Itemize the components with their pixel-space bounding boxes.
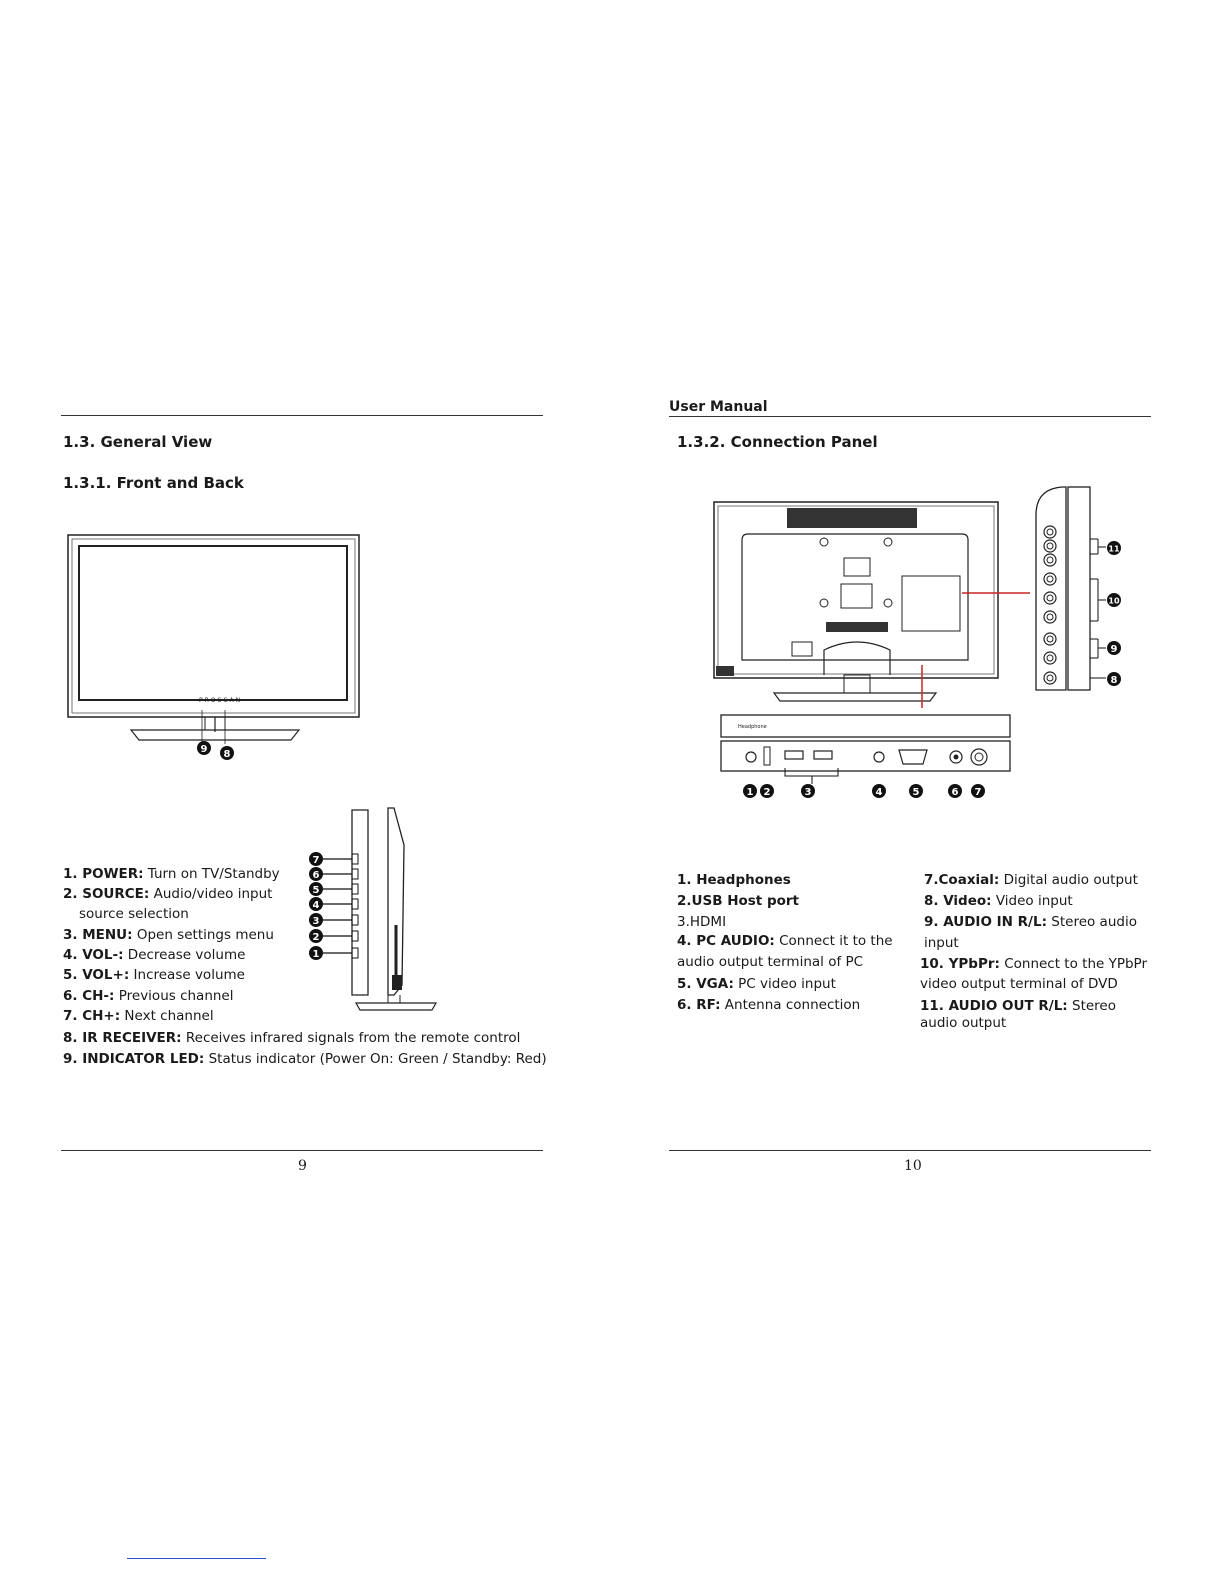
item-label: 7. CH+: bbox=[63, 1008, 121, 1024]
item-text: Increase volume bbox=[129, 967, 245, 983]
svg-text:4: 4 bbox=[875, 787, 883, 798]
list-item bbox=[924, 933, 959, 953]
item-label: 9. INDICATOR LED: bbox=[63, 1051, 205, 1067]
item-label: 8. Video: bbox=[924, 893, 992, 909]
list-item bbox=[63, 925, 274, 945]
item-text: Stereo audio bbox=[1046, 914, 1137, 930]
subsection-title-connection-panel: 1.3.2. Connection Panel bbox=[677, 433, 878, 451]
callout-6-icon bbox=[948, 784, 962, 798]
item-label: 6. CH-: bbox=[63, 988, 115, 1004]
list-item bbox=[63, 1028, 520, 1048]
callout-3-icon bbox=[309, 913, 358, 927]
list-item bbox=[920, 974, 1118, 994]
list-item bbox=[63, 965, 245, 985]
svg-text:2: 2 bbox=[763, 787, 771, 798]
page-number-left: 9 bbox=[298, 1158, 307, 1174]
callout-8-icon bbox=[220, 746, 234, 760]
item-text: source selection bbox=[79, 906, 189, 922]
item-text: audio output terminal of PC bbox=[677, 954, 864, 970]
callout-2-icon bbox=[760, 784, 774, 798]
list-item bbox=[920, 954, 1147, 974]
item-text: Open settings menu bbox=[132, 927, 274, 943]
item-text: Status indicator (Power On: Green / Standby: Red) bbox=[204, 1051, 547, 1067]
svg-text:3: 3 bbox=[804, 787, 812, 798]
svg-text:10: 10 bbox=[1108, 596, 1120, 606]
callout-2-icon bbox=[309, 929, 358, 943]
right-top-rule bbox=[669, 416, 1151, 417]
item-text: Connect to the YPbPr bbox=[999, 956, 1148, 972]
callout-4-icon bbox=[872, 784, 886, 798]
side-jack-panel bbox=[1034, 485, 1134, 695]
callout-6-icon bbox=[309, 867, 358, 881]
list-item bbox=[63, 945, 245, 965]
front-callouts bbox=[196, 741, 246, 765]
item-text: Video input bbox=[991, 893, 1073, 909]
svg-text:1: 1 bbox=[312, 949, 320, 960]
page-number-right: 10 bbox=[904, 1158, 922, 1174]
item-text: Digital audio output bbox=[999, 872, 1138, 888]
item-label: 8. IR RECEIVER: bbox=[63, 1030, 182, 1046]
item-text: Decrease volume bbox=[123, 947, 246, 963]
item-label: 7.Coaxial: bbox=[924, 872, 1000, 888]
callout-9-icon bbox=[197, 741, 211, 755]
subsection-title-front-back: 1.3.1. Front and Back bbox=[63, 474, 244, 492]
item-text: input bbox=[924, 935, 959, 951]
svg-text:2: 2 bbox=[312, 932, 320, 943]
item-text: Turn on TV/Standby bbox=[143, 866, 280, 882]
svg-text:6: 6 bbox=[951, 787, 959, 798]
item-text: video output terminal of DVD bbox=[920, 976, 1118, 992]
svg-text:8: 8 bbox=[223, 749, 231, 760]
item-text: Previous channel bbox=[114, 988, 234, 1004]
list-item bbox=[63, 986, 234, 1006]
list-item bbox=[63, 884, 272, 904]
red-leader-lines bbox=[920, 590, 1030, 710]
left-top-rule bbox=[61, 415, 543, 416]
callout-11-icon bbox=[1107, 541, 1121, 555]
callout-1-icon bbox=[743, 784, 757, 798]
item-text: PC video input bbox=[733, 976, 836, 992]
item-label: 3. MENU: bbox=[63, 927, 133, 943]
list-item bbox=[677, 974, 836, 994]
item-label: 1. Headphones bbox=[677, 872, 791, 888]
item-label: 2.USB Host port bbox=[677, 893, 800, 909]
left-bottom-rule bbox=[61, 1150, 543, 1151]
list-item bbox=[924, 870, 1138, 890]
item-label: 4. PC AUDIO: bbox=[677, 933, 775, 949]
list-item bbox=[677, 870, 791, 890]
callout-1-icon bbox=[309, 946, 358, 960]
callout-3-icon bbox=[801, 784, 815, 798]
list-item bbox=[924, 891, 1073, 911]
list-item bbox=[677, 995, 860, 1015]
list-item bbox=[79, 904, 189, 924]
item-text: 3.HDMI bbox=[677, 914, 727, 930]
callout-10-icon bbox=[1107, 593, 1121, 607]
list-item bbox=[920, 1013, 1006, 1033]
svg-text:7: 7 bbox=[312, 855, 320, 866]
list-item bbox=[677, 931, 893, 951]
side-button-callouts bbox=[306, 849, 376, 959]
svg-text:1: 1 bbox=[746, 787, 754, 798]
callout-7-icon bbox=[309, 852, 358, 866]
callout-5-icon bbox=[909, 784, 923, 798]
svg-text:4: 4 bbox=[312, 900, 320, 911]
list-item bbox=[677, 912, 726, 932]
list-item bbox=[63, 864, 280, 884]
headphone-jack-label: Headphone bbox=[738, 724, 767, 730]
item-label: 10. YPbPr: bbox=[920, 956, 1000, 972]
item-label: 5. VGA: bbox=[677, 976, 734, 992]
svg-text:9: 9 bbox=[200, 744, 208, 755]
svg-text:8: 8 bbox=[1110, 675, 1118, 686]
callout-4-icon bbox=[309, 897, 358, 911]
callout-5-icon bbox=[309, 882, 358, 896]
list-item bbox=[924, 912, 1137, 932]
svg-text:9: 9 bbox=[1110, 644, 1118, 655]
connector-callouts bbox=[738, 766, 998, 800]
bottom-divider bbox=[127, 1558, 266, 1559]
list-item bbox=[677, 952, 863, 972]
svg-text:5: 5 bbox=[912, 787, 920, 798]
tv-brand-logo: PROSCAN bbox=[199, 697, 243, 704]
svg-text:7: 7 bbox=[974, 787, 982, 798]
right-bottom-rule bbox=[669, 1150, 1151, 1151]
item-label: 6. RF: bbox=[677, 997, 721, 1013]
tv-front-diagram bbox=[65, 532, 365, 762]
item-label: 9. AUDIO IN R/L: bbox=[924, 914, 1047, 930]
item-label: 4. VOL-: bbox=[63, 947, 124, 963]
item-text: Receives infrared signals from the remote control bbox=[181, 1030, 521, 1046]
svg-text:5: 5 bbox=[312, 885, 320, 896]
svg-text:3: 3 bbox=[312, 916, 320, 927]
callout-7-icon bbox=[971, 784, 985, 798]
item-label: 11. AUDIO OUT R/L: bbox=[920, 998, 1068, 1014]
callout-9-icon bbox=[1107, 641, 1121, 655]
list-item bbox=[63, 1006, 214, 1026]
section-title: 1.3. General View bbox=[63, 433, 213, 451]
list-item bbox=[63, 1049, 547, 1069]
item-text: Antenna connection bbox=[720, 997, 861, 1013]
header-user-manual: User Manual bbox=[669, 399, 768, 415]
item-text: Connect it to the bbox=[774, 933, 893, 949]
item-text: Stereo bbox=[1067, 998, 1116, 1014]
callout-8-icon bbox=[1107, 672, 1121, 686]
item-text: Audio/video input bbox=[149, 886, 273, 902]
item-label: 1. POWER: bbox=[63, 866, 144, 882]
svg-text:6: 6 bbox=[312, 870, 320, 881]
item-label: 2. SOURCE: bbox=[63, 886, 150, 902]
list-item bbox=[677, 891, 799, 911]
item-text: audio output bbox=[920, 1015, 1007, 1031]
svg-text:11: 11 bbox=[1108, 544, 1120, 554]
item-text: Next channel bbox=[120, 1008, 214, 1024]
item-label: 5. VOL+: bbox=[63, 967, 130, 983]
